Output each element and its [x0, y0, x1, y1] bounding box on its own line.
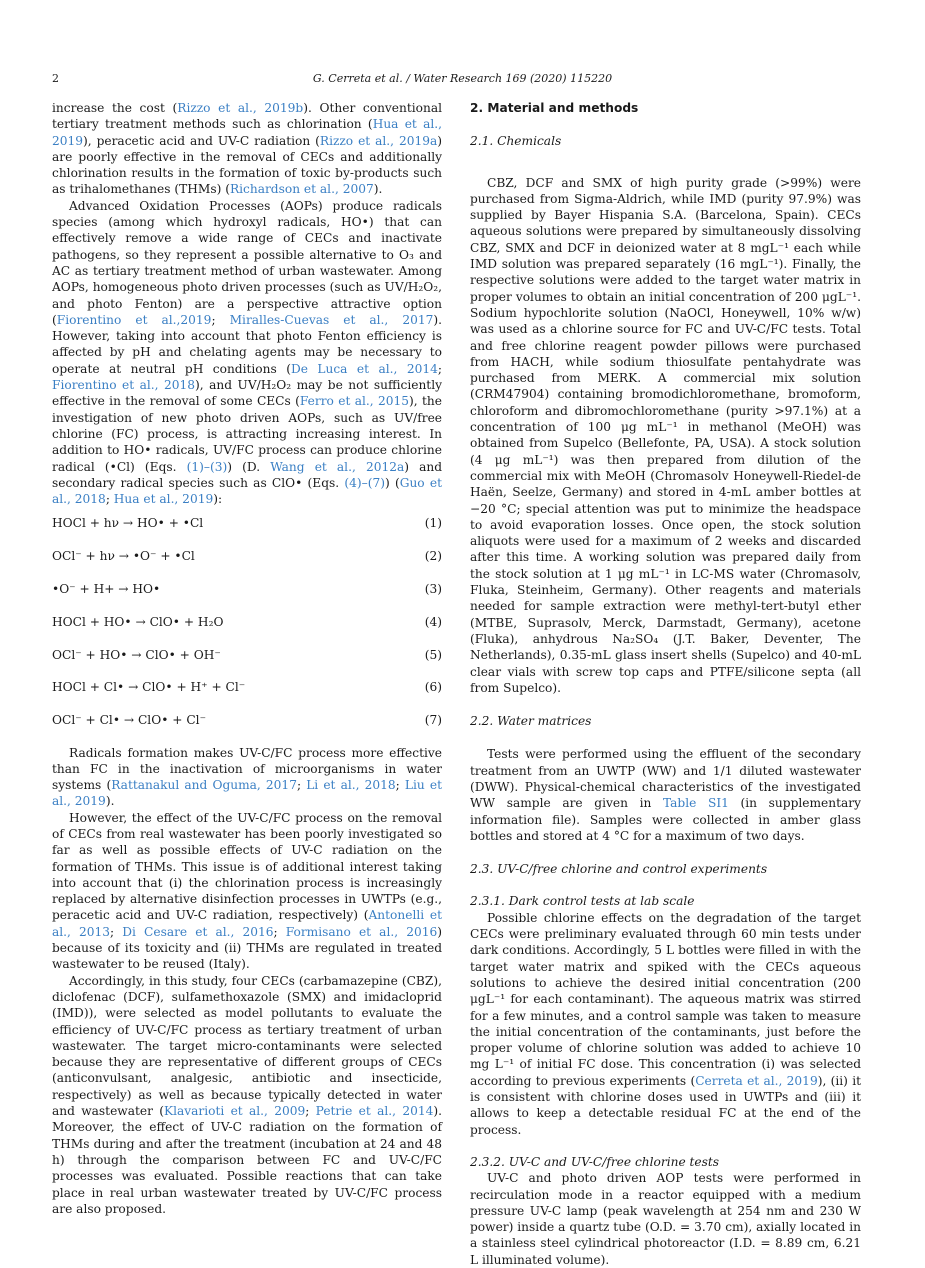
equation-number: (5): [424, 647, 442, 662]
citation-link[interactable]: Hua et al., 2019: [113, 492, 214, 507]
page-header: [52, 72, 873, 88]
paragraph-thms: However, the effect of the UV-C/FC process on the removal of CECs from real wastewater has been poorly investigated so far as well as possible effects of UV-C radiation on the formation of THMs. This issue is of additional interest taking into account that (i) the chlorination process is increasingly replaced by alternative disinfection processes in UWTPs (e.g., peracetic acid and UV-C radiation, respectively) (Antonelli et al., 2013; Di Cesare et al., 2016; Formisano et al., 2016) because of its toxicity and (ii) THMs are regulated in treated wastewater to be reused (Italy).: [52, 810, 442, 972]
paragraph-aops: Advanced Oxidation Processes (AOPs) produce radicals species (among which hydroxyl radicals, HO•) that can effectively remove a wide range of CECs and inactivate pathogens, so they represent a possible alternative to O₃ and AC as tertiary treatment method of urban wastewater. Among AOPs, homogeneous photo driven processes (such as UV/H₂O₂, and photo Fenton) are a perspective attractive option (Fiorentino et al.,2019; Miralles-Cuevas et al., 2017). However, taking into account that photo Fenton efficiency is affected by pH and chelating agents may be necessary to operate at neutral pH conditions (De Luca et al., 2014; Fiorentino et al., 2018), and UV/H₂O₂ may be not sufficiently effective in the removal of some CECs (Ferro et al., 2015), the investigation of new photo driven AOPs, such as UV/free chlorine (FC) process, is attracting increasing interest. In addition to HO• radicals, UV/FC process can produce chlorine radical (•Cl) (Eqs. (1)–(3)) (D. Wang et al., 2012a) and secondary radical species such as ClO• (Eqs. (4)–(7)) (Guo et al., 2018; Hua et al., 2019):: [52, 198, 443, 507]
citation-link[interactable]: Li et al., 2018: [306, 778, 396, 793]
citation-link[interactable]: Rizzo et al., 2019b: [177, 101, 304, 115]
citation-link[interactable]: De Luca et al., 2014: [290, 361, 438, 376]
citation-link[interactable]: Formisano et al., 2016: [285, 924, 438, 939]
page-number: 2: [52, 72, 59, 85]
citation-link[interactable]: Fiorentino et al.,2019: [56, 312, 212, 327]
equation-expression: HOCl + Cl• → ClO• + H⁺ + Cl⁻: [52, 680, 246, 695]
equation-link[interactable]: (4)–(7): [344, 475, 385, 490]
equation-number: (6): [424, 680, 442, 695]
equation-number: (2): [424, 549, 442, 564]
equation-link[interactable]: (1)–(3): [186, 459, 228, 474]
citation-link[interactable]: Klavarioti et al., 2009: [164, 1104, 306, 1119]
table-link[interactable]: Table SI1: [662, 796, 729, 811]
paragraph-water-matrices: Tests were performed using the effluent of the secondary treatment from an UWTP (WW) and 1/1 diluted wastewater (DWW). Physical-chemical characteristics of the investigated WW sample are given in Table SI1 (in supplementary information file). Samples were collected in amber glass bottles and stored at 4 °C for a maximum of two days.: [470, 747, 861, 843]
equation-expression: OCl⁻ + Cl• → ClO• + Cl⁻: [52, 713, 206, 728]
citation-link[interactable]: Cerreta et al., 2019: [695, 1073, 818, 1088]
paragraph-study-aims: Accordingly, in this study, four CECs (carbamazepine (CBZ), diclofenac (DCF), sulfamethoxazole (SMX) and imidacloprid (IMD)), were selected as model pollutants to evaluate the efficiency of UV-C/FC process as tertiary treatment of urban wastewater. The target micro-contaminants were selected because they are representative of different groups of CECs (anticonvulsant, analgesic, antibiotic and insecticide, respectively) as well as because typically detected in water and wastewater (Klavarioti et al., 2009; Petrie et al., 2014). Moreover, the effect of UV-C radiation on the formation of THMs during and after the treatment (incubation at 24 and 48 h) through the comparison between FC and UV-C/FC processes was evaluated. Possible reactions that can take place in real urban wastewater treated by UV-C/FC process are also proposed.: [52, 973, 442, 1216]
citation-link[interactable]: Rizzo et al., 2019a: [319, 133, 438, 148]
subsection-heading: 2.1. Chemicals: [470, 134, 562, 149]
left-column: [52, 100, 442, 1217]
subsection-heading: 2.3. UV-C/free chlorine and control experiments: [470, 862, 768, 877]
citation-link[interactable]: Rattanakul and Oguma, 2017: [111, 778, 297, 793]
equation-block: [52, 515, 442, 728]
equation-7: [52, 712, 442, 728]
equation-expression: HOCl + hν → HO• + •Cl: [52, 516, 204, 531]
citation-link[interactable]: Guo et al., 2018: [52, 475, 442, 507]
equation-number: (4): [424, 614, 442, 629]
subsubsection-heading: 2.3.1. Dark control tests at lab scale: [470, 894, 695, 909]
equation-number: (3): [424, 582, 442, 597]
citation-link[interactable]: Wang et al., 2012a: [270, 459, 405, 474]
citation-link[interactable]: Richardson et al., 2007: [229, 182, 374, 197]
running-head: G. Cerreta et al. / Water Research 169 (2020) 115220: [312, 72, 613, 85]
equation-expression: •O⁻ + H+ → HO•: [52, 582, 161, 597]
subsubsection-heading: 2.3.2. UV-C and UV-C/free chlorine tests: [470, 1154, 720, 1169]
equation-5: [52, 647, 442, 663]
equation-expression: OCl⁻ + HO• → ClO• + OH⁻: [52, 647, 221, 662]
citation-link[interactable]: Petrie et al., 2014: [315, 1104, 434, 1119]
equation-3: [52, 581, 442, 597]
subsection-heading: 2.2. Water matrices: [470, 714, 592, 729]
equation-number: (7): [424, 713, 442, 728]
equation-6: [52, 679, 442, 695]
citation-link[interactable]: Ferro et al., 2015: [299, 394, 410, 409]
paragraph-chemicals: CBZ, DCF and SMX of high purity grade (>99%) were purchased from Sigma-Aldrich, while IMD (purity 97.9%) was supplied by Bayer Hispania S.A. (Barcelona, Spain). CECs aqueous solutions were prepared by simultaneously dissolving CBZ, SMX and DCF in deionized water at 8 mgL⁻¹ each while IMD solution was prepared separately (16 mgL⁻¹). Finally, the respective solutions were added to the target water matrix in proper volumes to obtain an initial concentration of 200 μgL⁻¹. Sodium hypochlorite solution (NaOCl, Honeywell, 10% w/w) was used as a chlorine source for FC and UV-C/FC tests. Total and free chlorine reagent powder pillows were purchased from HACH, while sodium thiosulfate pentahydrate was purchased from MERK. A commercial mix solution (CRM47904) containing bromodichloromethane, bromoform, chloroform and dibromochloromethane (purity >97.1%) at a concentration of 100 μg mL⁻¹ in methanol (MeOH) was obtained from Supelco (Bellefonte, PA, USA). A stock solution (4 μg mL⁻¹) was then prepared from dilution of the commercial mix with MeOH (Chromasolv Honeywell-Riedel-de Haën, Seelze, Germany) and stored in 4-mL amber bottles at −20 °C; special attention was put to minimize the headspace to avoid evaporation losses. Once open, the stock solution aliquots were used for a maximum of 2 weeks and discarded after this time. A working solution was prepared daily from the stock solution at 1 μg mL⁻¹ in LC-MS water (Chromasolv, Fluka, Steinheim, Germany). Other reagents and materials needed for sample extraction were methyl-tert-butyl ether (MTBE, Suprasolv, Merck, Darmstadt, Germany), acetone (Fluka), anhydrous Na₂SO₄ (J.T. Baker, Deventer, The Netherlands), 0.35-mL glass insert shells (Supelco) and 40-mL clear vials with screw top caps and PTFE/silicone septa (all from Supelco).: [470, 175, 861, 695]
section-heading: 2. Material and methods: [470, 101, 639, 115]
paragraph-intro-cost: increase the cost (Rizzo et al., 2019b). Other conventional tertiary treatment methods such as chlorination (Hua et al., 2019), peracetic acid and UV-C radiation (Rizzo et al., 2019a) are poorly effective in the removal of CECs and additionally chlorination results in the formation of toxic by-products such as trihalomethanes (THMs) (Richardson et al., 2007).: [52, 101, 443, 197]
citation-link[interactable]: Miralles-Cuevas et al., 2017: [229, 312, 434, 327]
citation-link[interactable]: Fiorentino et al., 2018: [52, 378, 196, 393]
equation-1: [52, 515, 442, 531]
paragraph-uvc-tests: UV-C and photo driven AOP tests were performed in recirculation mode in a reactor equipped with a medium pressure UV-C lamp (peak wavelength at 254 nm and 230 W power) inside a quartz tube (O.D. = 3.70 cm), axially located in a stainless steel cylindrical photoreactor (I.D. = 8.89 cm, 6.21 L illuminated volume).: [470, 1171, 861, 1267]
equation-number: (1): [424, 516, 442, 531]
equation-2: [52, 548, 442, 564]
citation-link[interactable]: Di Cesare et al., 2016: [122, 924, 274, 939]
right-column: [470, 100, 861, 1268]
paragraph-radicals: Radicals formation makes UV-C/FC process more effective than FC in the inactivation of microorganisms in water systems (Rattanakul and Oguma, 2017; Li et al., 2018; Liu et al., 2019).: [52, 745, 442, 809]
citation-link[interactable]: Antonelli et al., 2013: [52, 908, 442, 939]
equation-expression: OCl⁻ + hν → •O⁻ + •Cl: [52, 549, 195, 564]
paragraph-dark-control: Possible chlorine effects on the degradation of the target CECs were preliminary evaluated through 60 min tests under dark conditions. Accordingly, 5 L bottles were filled in with the target water matrix and spiked with the CECs aqueous solutions to achieve the desired initial concentration (200 μgL⁻¹ for each contaminant). The aqueous matrix was stirred for a few minutes, and a control sample was taken to measure the initial concentration of the contaminants, just before the proper volume of chlorine solution was added to achieve 10 mg L⁻¹ of initial FC dose. This concentration (i) was selected according to previous experiments (Cerreta et al., 2019), (ii) it is consistent with chlorine doses used in UWTPs and (iii) it allows to keep a detectable residual FC at the end of the process.: [470, 910, 862, 1137]
equation-expression: HOCl + HO• → ClO• + H₂O: [52, 614, 224, 629]
equation-4: [52, 614, 442, 630]
citation-link[interactable]: Liu et al., 2019: [52, 778, 442, 809]
citation-link[interactable]: Hua et al., 2019: [52, 117, 443, 148]
